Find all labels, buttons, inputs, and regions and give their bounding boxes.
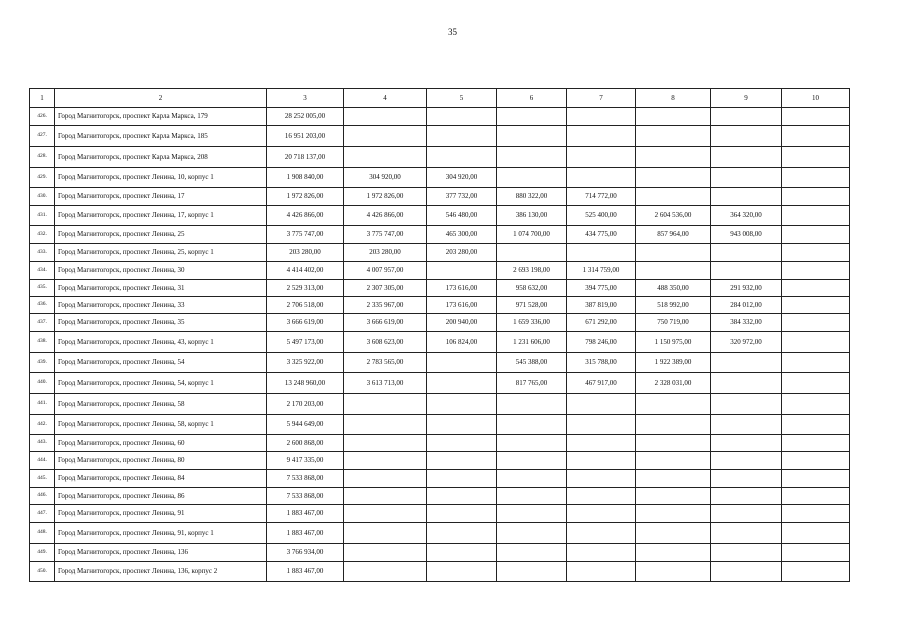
amount-cell bbox=[636, 168, 711, 188]
amount-cell bbox=[497, 168, 567, 188]
amount-cell: 1 883 467,00 bbox=[267, 562, 344, 582]
amount-cell bbox=[344, 544, 427, 562]
header-cell: 6 bbox=[497, 89, 567, 108]
amount-cell bbox=[782, 373, 850, 394]
row-number-cell: 432. bbox=[30, 226, 55, 244]
header-cell: 2 bbox=[55, 89, 267, 108]
amount-cell: 2 307 305,00 bbox=[344, 280, 427, 297]
address-cell: Город Магнитогорск, проспект Ленина, 17, корпус 1 bbox=[55, 206, 267, 226]
address-cell: Город Магнитогорск, проспект Ленина, 91, корпус 1 bbox=[55, 523, 267, 544]
amount-cell: 4 426 866,00 bbox=[267, 206, 344, 226]
amount-cell bbox=[782, 297, 850, 314]
amount-cell bbox=[782, 147, 850, 168]
header-cell: 5 bbox=[427, 89, 497, 108]
row-number-cell: 438. bbox=[30, 332, 55, 353]
table-row bbox=[30, 435, 850, 452]
amount-cell bbox=[567, 435, 636, 452]
amount-cell bbox=[497, 562, 567, 582]
amount-cell bbox=[427, 353, 497, 373]
amount-cell bbox=[567, 108, 636, 126]
amount-cell bbox=[427, 505, 497, 523]
row-number-cell: 426. bbox=[30, 108, 55, 126]
amount-cell bbox=[427, 147, 497, 168]
table-row bbox=[30, 373, 850, 394]
amount-cell: 173 616,00 bbox=[427, 280, 497, 297]
amount-cell bbox=[567, 244, 636, 262]
row-number-cell: 440. bbox=[30, 373, 55, 394]
amount-cell: 671 292,00 bbox=[567, 314, 636, 332]
amount-cell: 2 529 313,00 bbox=[267, 280, 344, 297]
amount-cell bbox=[344, 147, 427, 168]
amount-cell bbox=[782, 280, 850, 297]
amount-cell: 173 616,00 bbox=[427, 297, 497, 314]
amount-cell bbox=[711, 353, 782, 373]
table-row bbox=[30, 470, 850, 488]
amount-cell: 2 600 868,00 bbox=[267, 435, 344, 452]
amount-cell bbox=[344, 126, 427, 147]
table-row bbox=[30, 353, 850, 373]
amount-cell bbox=[427, 394, 497, 415]
address-cell: Город Магнитогорск, проспект Ленина, 60 bbox=[55, 435, 267, 452]
amount-cell bbox=[636, 108, 711, 126]
amount-cell bbox=[782, 353, 850, 373]
address-cell: Город Магнитогорск, проспект Ленина, 86 bbox=[55, 488, 267, 505]
amount-cell bbox=[711, 108, 782, 126]
amount-cell bbox=[567, 126, 636, 147]
amount-cell: 2 604 536,00 bbox=[636, 206, 711, 226]
row-number-cell: 444. bbox=[30, 452, 55, 470]
table-row bbox=[30, 505, 850, 523]
address-cell: Город Магнитогорск, проспект Ленина, 91 bbox=[55, 505, 267, 523]
amount-cell bbox=[782, 505, 850, 523]
address-cell: Город Магнитогорск, проспект Ленина, 43, корпус 1 bbox=[55, 332, 267, 353]
amount-cell bbox=[636, 523, 711, 544]
header-cell: 9 bbox=[711, 89, 782, 108]
table-row bbox=[30, 415, 850, 435]
amount-cell bbox=[782, 523, 850, 544]
amount-cell: 5 497 173,00 bbox=[267, 332, 344, 353]
table-row bbox=[30, 523, 850, 544]
amount-cell: 3 666 619,00 bbox=[344, 314, 427, 332]
row-number-cell: 435. bbox=[30, 280, 55, 297]
amount-cell bbox=[567, 168, 636, 188]
header-cell: 8 bbox=[636, 89, 711, 108]
row-number-cell: 437. bbox=[30, 314, 55, 332]
amount-cell: 284 012,00 bbox=[711, 297, 782, 314]
amount-cell: 377 732,00 bbox=[427, 188, 497, 206]
amount-cell bbox=[344, 505, 427, 523]
amount-cell bbox=[636, 544, 711, 562]
address-cell: Город Магнитогорск, проспект Ленина, 58, корпус 1 bbox=[55, 415, 267, 435]
row-number-cell: 443. bbox=[30, 435, 55, 452]
amount-cell bbox=[427, 373, 497, 394]
header-cell: 4 bbox=[344, 89, 427, 108]
row-number-cell: 450. bbox=[30, 562, 55, 582]
amount-cell bbox=[427, 523, 497, 544]
amount-cell: 1 314 759,00 bbox=[567, 262, 636, 280]
amount-cell: 2 335 967,00 bbox=[344, 297, 427, 314]
amount-cell: 3 766 934,00 bbox=[267, 544, 344, 562]
amount-cell: 798 246,00 bbox=[567, 332, 636, 353]
amount-cell bbox=[567, 505, 636, 523]
header-cell: 10 bbox=[782, 89, 850, 108]
address-cell: Город Магнитогорск, проспект Ленина, 58 bbox=[55, 394, 267, 415]
row-number-cell: 433. bbox=[30, 244, 55, 262]
amount-cell bbox=[567, 452, 636, 470]
amount-cell: 817 765,00 bbox=[497, 373, 567, 394]
table-row bbox=[30, 332, 850, 353]
amount-cell bbox=[427, 435, 497, 452]
amount-cell: 2 783 565,00 bbox=[344, 353, 427, 373]
amount-cell bbox=[782, 244, 850, 262]
row-number-cell: 449. bbox=[30, 544, 55, 562]
amount-cell bbox=[711, 415, 782, 435]
amount-cell: 1 883 467,00 bbox=[267, 523, 344, 544]
amount-cell bbox=[711, 470, 782, 488]
address-cell: Город Магнитогорск, проспект Ленина, 136, корпус 2 bbox=[55, 562, 267, 582]
amount-cell bbox=[344, 394, 427, 415]
table-row bbox=[30, 108, 850, 126]
amount-cell bbox=[344, 435, 427, 452]
amount-cell bbox=[711, 523, 782, 544]
table-row bbox=[30, 188, 850, 206]
amount-cell: 4 007 957,00 bbox=[344, 262, 427, 280]
amount-cell bbox=[782, 226, 850, 244]
amount-cell bbox=[636, 488, 711, 505]
amount-cell bbox=[497, 108, 567, 126]
amount-cell bbox=[427, 470, 497, 488]
address-cell: Город Магнитогорск, проспект Ленина, 35 bbox=[55, 314, 267, 332]
amount-cell bbox=[782, 394, 850, 415]
amount-cell bbox=[344, 108, 427, 126]
amount-cell bbox=[711, 244, 782, 262]
amount-cell bbox=[636, 435, 711, 452]
amount-cell bbox=[567, 415, 636, 435]
amount-cell bbox=[711, 147, 782, 168]
row-number-cell: 429. bbox=[30, 168, 55, 188]
row-number-cell: 436. bbox=[30, 297, 55, 314]
amount-cell: 7 533 868,00 bbox=[267, 488, 344, 505]
amount-cell: 364 320,00 bbox=[711, 206, 782, 226]
amount-cell bbox=[636, 452, 711, 470]
amount-cell: 971 528,00 bbox=[497, 297, 567, 314]
amount-cell bbox=[782, 562, 850, 582]
amount-cell bbox=[497, 505, 567, 523]
row-number-cell: 442. bbox=[30, 415, 55, 435]
amount-cell: 1 908 840,00 bbox=[267, 168, 344, 188]
amount-cell: 394 775,00 bbox=[567, 280, 636, 297]
amount-cell bbox=[636, 147, 711, 168]
amount-cell: 3 775 747,00 bbox=[344, 226, 427, 244]
amount-cell bbox=[636, 470, 711, 488]
amount-cell bbox=[711, 373, 782, 394]
table-row bbox=[30, 226, 850, 244]
amount-cell bbox=[427, 562, 497, 582]
amount-cell: 880 322,00 bbox=[497, 188, 567, 206]
amount-cell bbox=[711, 505, 782, 523]
amount-cell bbox=[427, 262, 497, 280]
amount-cell: 106 824,00 bbox=[427, 332, 497, 353]
amount-cell bbox=[636, 188, 711, 206]
amount-cell bbox=[427, 488, 497, 505]
address-cell: Город Магнитогорск, проспект Ленина, 17 bbox=[55, 188, 267, 206]
row-number-cell: 447. bbox=[30, 505, 55, 523]
amount-cell: 200 940,00 bbox=[427, 314, 497, 332]
amount-cell: 3 325 922,00 bbox=[267, 353, 344, 373]
amount-cell bbox=[636, 126, 711, 147]
table-row bbox=[30, 297, 850, 314]
amount-cell bbox=[497, 126, 567, 147]
amount-cell: 291 932,00 bbox=[711, 280, 782, 297]
amount-cell: 857 964,00 bbox=[636, 226, 711, 244]
table-row bbox=[30, 544, 850, 562]
amount-cell bbox=[636, 415, 711, 435]
table-row bbox=[30, 562, 850, 582]
amount-cell bbox=[636, 505, 711, 523]
amount-cell: 546 480,00 bbox=[427, 206, 497, 226]
table-body bbox=[30, 89, 850, 582]
amount-cell: 1 659 336,00 bbox=[497, 314, 567, 332]
amount-cell bbox=[427, 415, 497, 435]
amount-cell bbox=[782, 262, 850, 280]
header-cell: 1 bbox=[30, 89, 55, 108]
amount-cell: 465 300,00 bbox=[427, 226, 497, 244]
amount-cell bbox=[711, 262, 782, 280]
amount-cell bbox=[427, 126, 497, 147]
table-row bbox=[30, 488, 850, 505]
amount-cell bbox=[567, 544, 636, 562]
amount-cell bbox=[497, 452, 567, 470]
amount-cell: 488 350,00 bbox=[636, 280, 711, 297]
amount-cell: 958 632,00 bbox=[497, 280, 567, 297]
amount-cell bbox=[567, 470, 636, 488]
amount-cell bbox=[344, 415, 427, 435]
amount-cell: 1 922 389,00 bbox=[636, 353, 711, 373]
row-number-cell: 439. bbox=[30, 353, 55, 373]
amount-cell: 3 666 619,00 bbox=[267, 314, 344, 332]
amount-cell bbox=[636, 394, 711, 415]
amount-cell: 16 951 203,00 bbox=[267, 126, 344, 147]
amount-cell: 4 426 866,00 bbox=[344, 206, 427, 226]
header-cell: 7 bbox=[567, 89, 636, 108]
amount-cell: 203 280,00 bbox=[344, 244, 427, 262]
table-row bbox=[30, 452, 850, 470]
amount-cell bbox=[427, 544, 497, 562]
amount-cell bbox=[782, 544, 850, 562]
amount-cell: 3 775 747,00 bbox=[267, 226, 344, 244]
amount-cell bbox=[711, 544, 782, 562]
amount-cell bbox=[344, 452, 427, 470]
amount-cell: 203 280,00 bbox=[267, 244, 344, 262]
amount-cell: 387 819,00 bbox=[567, 297, 636, 314]
amount-cell bbox=[782, 470, 850, 488]
amount-cell bbox=[636, 562, 711, 582]
address-cell: Город Магнитогорск, проспект Ленина, 31 bbox=[55, 280, 267, 297]
amount-cell: 1 150 975,00 bbox=[636, 332, 711, 353]
amount-cell: 2 706 518,00 bbox=[267, 297, 344, 314]
amount-cell: 13 248 960,00 bbox=[267, 373, 344, 394]
amount-cell bbox=[782, 488, 850, 505]
row-number-cell: 445. bbox=[30, 470, 55, 488]
amount-cell bbox=[497, 244, 567, 262]
address-cell: Город Магнитогорск, проспект Ленина, 25 bbox=[55, 226, 267, 244]
amount-cell: 20 718 137,00 bbox=[267, 147, 344, 168]
address-cell: Город Магнитогорск, проспект Ленина, 10, корпус 1 bbox=[55, 168, 267, 188]
amount-cell: 304 920,00 bbox=[344, 168, 427, 188]
amount-cell bbox=[782, 206, 850, 226]
amount-cell bbox=[497, 470, 567, 488]
amount-cell bbox=[497, 544, 567, 562]
amount-cell: 467 917,00 bbox=[567, 373, 636, 394]
amount-cell: 943 008,00 bbox=[711, 226, 782, 244]
amount-cell bbox=[711, 452, 782, 470]
amount-cell bbox=[497, 394, 567, 415]
address-cell: Город Магнитогорск, проспект Ленина, 25, корпус 1 bbox=[55, 244, 267, 262]
amount-cell: 434 775,00 bbox=[567, 226, 636, 244]
amount-cell: 384 332,00 bbox=[711, 314, 782, 332]
table-row bbox=[30, 262, 850, 280]
amount-cell: 714 772,00 bbox=[567, 188, 636, 206]
amount-cell bbox=[711, 435, 782, 452]
row-number-cell: 446. bbox=[30, 488, 55, 505]
amount-cell: 518 992,00 bbox=[636, 297, 711, 314]
address-cell: Город Магнитогорск, проспект Ленина, 84 bbox=[55, 470, 267, 488]
amount-cell: 1 972 826,00 bbox=[267, 188, 344, 206]
row-number-cell: 441. bbox=[30, 394, 55, 415]
amount-cell bbox=[711, 188, 782, 206]
header-cell: 3 bbox=[267, 89, 344, 108]
amount-cell bbox=[344, 523, 427, 544]
amount-cell bbox=[711, 488, 782, 505]
table-row bbox=[30, 168, 850, 188]
table-header-row bbox=[30, 89, 850, 108]
amount-cell: 1 883 467,00 bbox=[267, 505, 344, 523]
amount-cell: 315 788,00 bbox=[567, 353, 636, 373]
amount-cell bbox=[782, 126, 850, 147]
amount-cell bbox=[711, 562, 782, 582]
amount-cell: 2 170 203,00 bbox=[267, 394, 344, 415]
amount-cell bbox=[782, 168, 850, 188]
amount-cell bbox=[636, 262, 711, 280]
amount-cell: 1 074 700,00 bbox=[497, 226, 567, 244]
amount-cell bbox=[497, 435, 567, 452]
budget-table bbox=[29, 88, 850, 582]
table-row bbox=[30, 280, 850, 297]
amount-cell: 203 280,00 bbox=[427, 244, 497, 262]
amount-cell bbox=[344, 488, 427, 505]
row-number-cell: 430. bbox=[30, 188, 55, 206]
amount-cell: 525 400,00 bbox=[567, 206, 636, 226]
amount-cell bbox=[711, 168, 782, 188]
amount-cell bbox=[782, 415, 850, 435]
amount-cell bbox=[711, 126, 782, 147]
amount-cell bbox=[427, 108, 497, 126]
row-number-cell: 427. bbox=[30, 126, 55, 147]
address-cell: Город Магнитогорск, проспект Карла Маркса, 179 bbox=[55, 108, 267, 126]
row-number-cell: 431. bbox=[30, 206, 55, 226]
amount-cell bbox=[782, 314, 850, 332]
amount-cell bbox=[567, 488, 636, 505]
table-row bbox=[30, 206, 850, 226]
address-cell: Город Магнитогорск, проспект Карла Маркса, 185 bbox=[55, 126, 267, 147]
table-row bbox=[30, 147, 850, 168]
address-cell: Город Магнитогорск, проспект Ленина, 136 bbox=[55, 544, 267, 562]
row-number-cell: 448. bbox=[30, 523, 55, 544]
amount-cell bbox=[567, 147, 636, 168]
address-cell: Город Магнитогорск, проспект Ленина, 80 bbox=[55, 452, 267, 470]
address-cell: Город Магнитогорск, проспект Ленина, 54 bbox=[55, 353, 267, 373]
amount-cell: 2 328 031,00 bbox=[636, 373, 711, 394]
amount-cell bbox=[497, 488, 567, 505]
amount-cell bbox=[497, 523, 567, 544]
amount-cell bbox=[711, 394, 782, 415]
amount-cell: 28 252 005,00 bbox=[267, 108, 344, 126]
page-number: 35 bbox=[448, 27, 457, 37]
amount-cell: 1 972 826,00 bbox=[344, 188, 427, 206]
amount-cell bbox=[344, 470, 427, 488]
amount-cell: 750 719,00 bbox=[636, 314, 711, 332]
amount-cell bbox=[636, 244, 711, 262]
table-row bbox=[30, 126, 850, 147]
address-cell: Город Магнитогорск, проспект Ленина, 54, корпус 1 bbox=[55, 373, 267, 394]
amount-cell bbox=[782, 332, 850, 353]
amount-cell bbox=[782, 108, 850, 126]
amount-cell: 320 972,00 bbox=[711, 332, 782, 353]
amount-cell bbox=[567, 562, 636, 582]
amount-cell: 7 533 868,00 bbox=[267, 470, 344, 488]
amount-cell: 545 388,00 bbox=[497, 353, 567, 373]
amount-cell bbox=[782, 452, 850, 470]
amount-cell bbox=[782, 188, 850, 206]
amount-cell: 2 693 198,00 bbox=[497, 262, 567, 280]
amount-cell: 5 944 649,00 bbox=[267, 415, 344, 435]
row-number-cell: 428. bbox=[30, 147, 55, 168]
table-row bbox=[30, 394, 850, 415]
amount-cell bbox=[497, 415, 567, 435]
amount-cell: 9 417 335,00 bbox=[267, 452, 344, 470]
amount-cell bbox=[427, 452, 497, 470]
address-cell: Город Магнитогорск, проспект Ленина, 30 bbox=[55, 262, 267, 280]
address-cell: Город Магнитогорск, проспект Карла Маркса, 208 bbox=[55, 147, 267, 168]
amount-cell bbox=[782, 435, 850, 452]
amount-cell bbox=[567, 394, 636, 415]
row-number-cell: 434. bbox=[30, 262, 55, 280]
table-row bbox=[30, 314, 850, 332]
amount-cell bbox=[344, 562, 427, 582]
amount-cell: 3 608 623,00 bbox=[344, 332, 427, 353]
amount-cell: 4 414 402,00 bbox=[267, 262, 344, 280]
amount-cell bbox=[497, 147, 567, 168]
amount-cell bbox=[567, 523, 636, 544]
table-row bbox=[30, 244, 850, 262]
amount-cell: 3 613 713,00 bbox=[344, 373, 427, 394]
address-cell: Город Магнитогорск, проспект Ленина, 33 bbox=[55, 297, 267, 314]
amount-cell: 386 130,00 bbox=[497, 206, 567, 226]
amount-cell: 304 920,00 bbox=[427, 168, 497, 188]
amount-cell: 1 231 606,00 bbox=[497, 332, 567, 353]
